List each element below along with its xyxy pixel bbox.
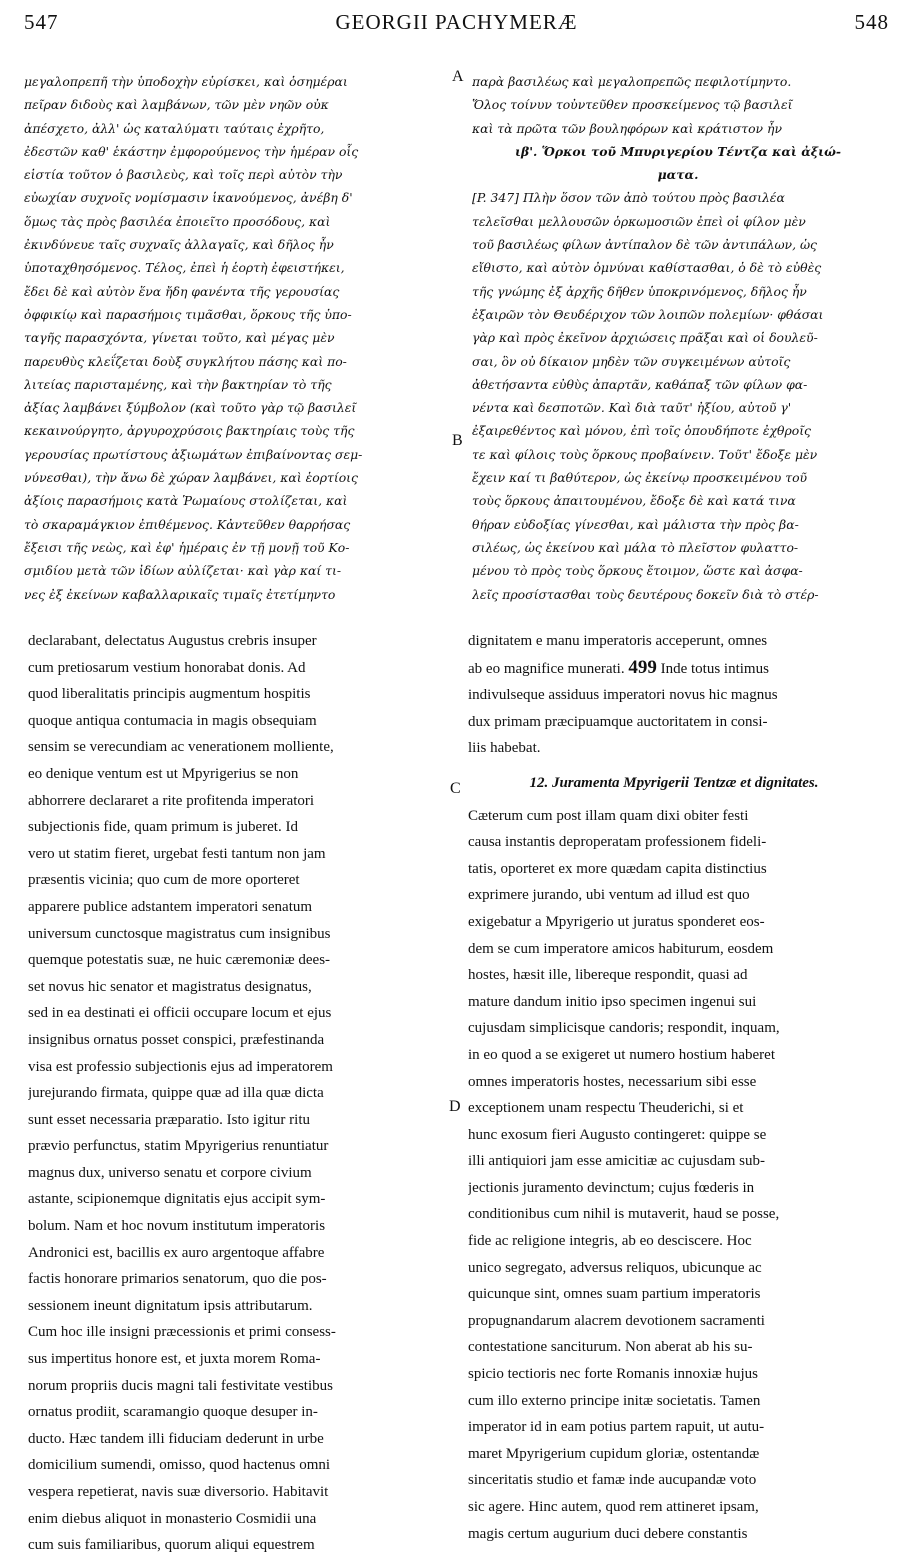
latin-line: jurejurando firmata, quippe quæ ad illa quæ dicta — [28, 1085, 324, 1102]
latin-line: exceptionem unam respectu Theuderichi, si et — [468, 1100, 744, 1117]
latin-line: quoque antiqua contumacia in magis obsequiam — [28, 712, 317, 729]
latin-line: factis honorare primarios senatorum, quo die pos- — [28, 1271, 327, 1288]
latin-line: insignibus ornatus posset conspici, præfestinanda — [28, 1031, 325, 1048]
greek-line: μένου τὸ πρὸς τοὺς ὅρκους ἕτοιμον, ὥστε καὶ ἀσφα- — [472, 563, 803, 579]
greek-line: πεῖραν διδοὺς καὶ λαμβάνων, τῶν μὲν νηῶν οὐκ — [24, 97, 329, 113]
greek-line: ἔδει δὲ καὶ αὐτὸν ἕνα ἤδη φανέντα τῆς γερουσίας — [24, 283, 340, 299]
latin-line: sunt esset necessaria præparatio. Isto igitur ritu — [28, 1111, 311, 1128]
margin-marker-c: C — [450, 780, 461, 797]
latin-line: set novus hic senator et magistratus designatus, — [28, 978, 312, 995]
latin-column-right — [468, 628, 880, 1547]
latin-line: sed in ea destinati ei officii occupare locum et ejus — [28, 1005, 332, 1022]
section-title: 12. Juramenta Mpyrigerii Tentzæ et dignitates. — [529, 774, 819, 791]
greek-line: ἐκινδύνευε ταῖς συχναῖς ἀλλαγαῖς, καὶ δῆλος ἦν — [24, 237, 334, 253]
greek-line: μεγαλοπρεπῆ τὴν ὑποδοχὴν εὑρίσκει, καὶ ὁσημέραι — [24, 74, 348, 89]
latin-line: sinceritatis studio et famæ inde aucupandæ voto — [468, 1472, 757, 1489]
latin-line: spicio tectioris nec forte Romanis innoxiæ hujus — [468, 1366, 758, 1383]
greek-line: ἀξίοις παρασήμοις κατὰ Ῥωμαίους στολίζεται, καὶ — [24, 493, 348, 509]
greek-line: ὑποταχθησόμενος. Τέλος, ἐπεὶ ἡ ἑορτὴ ἐφειστήκει, — [24, 260, 345, 276]
greek-column-left — [24, 70, 451, 606]
greek-line: εἴθιστο, καὶ αὐτὸν ὀμνύναι καθίστασθαι, ὁ δὲ τὸ εὐθὲς — [472, 260, 822, 276]
greek-line: τελεῖσθαι μελλουσῶν ὁρκωμοσιῶν ἐπεὶ οἱ φίλον μὲν — [472, 213, 806, 229]
latin-line: Andronici est, bacillis ex auro argentoque affabre — [28, 1244, 325, 1261]
latin-line: hostes, hæsit ille, libereque respondit, quasi ad — [468, 967, 748, 984]
latin-line: declarabant, delectatus Augustus crebris insuper — [28, 633, 317, 649]
latin-right-text: ab eo magnifice munerati. — [468, 660, 625, 677]
latin-line: bolum. Nam et hoc novum institutum imperatoris — [28, 1218, 326, 1235]
greek-line: γὰρ καὶ πρὸς ἐκεῖνον ἀρχιώσεις πρᾶξαι καὶ οἱ δουλεῦ- — [472, 330, 818, 346]
greek-line: νες ἐξ ἐκείνων καβαλλαρικαῖς τιμαῖς ἐτετίμηντο — [24, 586, 336, 602]
greek-column-right — [472, 70, 884, 606]
greek-line: παρευθὺς κλεΐζεται δοὺξ συγκλήτου πάσης καὶ πο- — [24, 353, 347, 369]
latin-line: ducto. Hæc tandem illi fiduciam dederunt in urbe — [28, 1430, 324, 1447]
latin-column-left — [28, 628, 448, 1559]
greek-line: ματα. — [657, 167, 699, 183]
latin-line: cum pretiosarum vestium honorabat donis. Ad — [28, 659, 306, 676]
latin-right-body — [468, 803, 880, 1548]
greek-line: λιτείας παρισταμένης, καὶ τὴν βακτηρίαν τὸ τῆς — [24, 376, 332, 392]
page-header — [24, 4, 889, 40]
latin-line: quemque potestatis suæ, ne huic cæremoniæ dees- — [28, 952, 331, 969]
latin-line: dem se cum imperatore amicos habiturum, eosdem — [468, 940, 774, 957]
greek-line: νέντα καὶ δεσποτῶν. Καὶ διὰ ταῦτ' ἠξίου, αὐτοῦ γ' — [472, 400, 792, 416]
greek-line: εὐωχίαν συχνοῖς νομίσμασιν ἱκανούμενος, ἀνέβη δ' — [24, 190, 353, 206]
latin-line: illi antiquiori jam esse amicitiæ ac cujusdam sub- — [468, 1153, 766, 1170]
greek-line: ἔχειν καί τι βαθύτερον, ὡς ἐκείνῳ προσκειμένου τοῦ — [472, 470, 808, 486]
greek-line: ὀφφικίῳ καὶ παρασήμοις τιμᾶσθαι, ὅρκους τῆς ὑπο- — [24, 306, 352, 322]
latin-line: Cæterum cum post illam quam dixi obiter festi — [468, 807, 749, 824]
left-page-number: 547 — [24, 9, 59, 34]
latin-line: enim diebus aliquot in monasterio Cosmidii una — [28, 1510, 317, 1527]
greek-line: ἀξίας λαμβάνει ξύμβολον (καὶ τοῦτο γὰρ τῷ βασιλεῖ — [24, 400, 357, 416]
latin-line: cujusdam simplicisque candoris; respondit, inquam, — [468, 1020, 780, 1037]
latin-line: quod liberalitatis principis augmentum hospitis — [28, 686, 311, 703]
latin-line: abhorrere declararet a rite profitenda imperatori — [28, 792, 315, 809]
margin-marker-d: D — [449, 1098, 461, 1115]
latin-line: eo denique ventum est ut Mpyrigerius se non — [28, 765, 299, 782]
greek-line: ἐδεστῶν καθ' ἑκάστην ἐμφορούμενος τὴν ἡμέραν οἷς — [24, 143, 359, 159]
greek-line: κεκαινούργητο, ἀργυροχρύσοις βακτηρίαις τοὺς τῆς — [24, 423, 355, 439]
latin-line: sus impertitus honore est, et juxta morem Roma- — [28, 1351, 321, 1368]
margin-marker-b: B — [452, 432, 463, 449]
latin-line: ornatus prodiit, scaramangio quoque desuper in- — [28, 1404, 318, 1421]
latin-line: sic agere. Hinc autem, quod rem attineret ipsam, — [468, 1499, 759, 1515]
latin-line: conditionibus cum nihil is mutaverit, haud se posse, — [468, 1206, 780, 1223]
greek-line: νύνεσθαι), τὴν ἄνω δὲ χώραν λαμβάνει, καὶ ἑορτίοις — [24, 470, 358, 486]
latin-line: maret Mpyrigerium cupidum gloriæ, ostentandæ — [468, 1445, 760, 1462]
latin-line: magis certum augurium duci debere constantis — [468, 1525, 748, 1542]
greek-line: [P. 347] Πλὴν ὅσον τῶν ἀπὸ τούτου πρὸς βασιλέα — [472, 190, 785, 206]
latin-line: subjectionis fide, quam primum is juberet. Id — [28, 819, 298, 836]
latin-line: jectionis juramento devinctum; cujus fœderis in — [468, 1179, 755, 1196]
latin-line: sensim se verecundiam ac venerationem molliente, — [28, 739, 334, 756]
running-title: GEORGII PACHYMERÆ — [335, 9, 578, 34]
latin-right-line: liis habebat. — [468, 740, 541, 757]
greek-line: ἀθετήσαντα εὐθὺς ἀπαρτᾶν, καθάπαξ τῶν φίλων φα- — [472, 376, 808, 392]
latin-line: norum propriis ducis magni tali festivitate vestibus — [28, 1377, 333, 1394]
greek-line: λεῖς προσίστασθαι τοὺς δευτέρους δοκεῖν διὰ τὸ στέρ- — [472, 586, 819, 602]
latin-right-line: dignitatem e manu imperatoris acceperunt, omnes — [468, 633, 768, 649]
greek-line: ιβ'. Ὅρκοι τοῦ Μπυριγερίου Τέντζα καὶ ἀξιώ- — [514, 143, 842, 159]
greek-line: τῆς γνώμης ἐξ ἀρχῆς δῆθεν ὑποκρινόμενος, δῆλος ἦν — [472, 283, 807, 299]
latin-line: Cum hoc ille insigni præcessionis et primi consess- — [28, 1324, 336, 1341]
latin-line: in eo quod a se exigeret ut numero hostium haberet — [468, 1046, 775, 1063]
latin-line: exigebatur a Mpyrigerio ut juratus sponderet eos- — [468, 913, 765, 930]
greek-line: γερουσίας πρωτίστους ἀξιωμάτων ἐπιβαίνοντας σεμ- — [24, 446, 363, 462]
greek-line: τοῦ βασιλέως φίλων ἀντίπαλον δὲ τῶν ἀντιπάλων, ὡς — [472, 237, 817, 253]
latin-line: apparere publice adstantem imperatori senatum — [28, 898, 313, 915]
latin-line: magnus dux, universo senatu et corpore civium — [28, 1164, 312, 1181]
greek-line: σαι, ὃν οὐ δίκαιον μηδὲν τῶν συγκειμένων αὐτοῖς — [472, 353, 791, 369]
right-page-number: 548 — [854, 9, 889, 34]
latin-line: domicilium sumendi, omisso, quod hactenus omni — [28, 1457, 331, 1474]
greek-line: καὶ τὰ πρῶτα τῶν βουληφόρων καὶ κράτιστον ἦν — [472, 120, 782, 136]
latin-line: exprimere jurando, ubi ventum ad illud est quo — [468, 887, 750, 904]
margin-marker-a: A — [452, 68, 464, 85]
latin-right-line: dux primam præcipuamque auctoritatem in consi- — [468, 713, 768, 730]
latin-line: cum suis familiaribus, quorum aliqui equestrem — [28, 1537, 315, 1554]
greek-line: τοὺς ὅρκους ἀπαιτουμένου, ἔδοξε δὲ καὶ κατά τινα — [472, 493, 796, 509]
latin-line: astante, scipionemque dignitatis ejus accipit sym- — [28, 1191, 326, 1208]
latin-line: vero ut statim fieret, urgebat festi tantum non jam — [28, 845, 326, 862]
greek-line: ὅμως τὰς πρὸς βασιλέα ἐποιεῖτο προσόδους, καὶ — [24, 213, 331, 229]
latin-line: imperator id in eam potius partem rapuit, ut autu- — [468, 1419, 765, 1436]
latin-line: universum cunctosque magistratus cum insignibus — [28, 925, 331, 942]
latin-right-line: indivulseque assiduus imperatori novus hic magnus — [468, 687, 778, 704]
greek-line: παρὰ βασιλέως καὶ μεγαλοπρεπῶς πεφιλοτίμηντο. — [472, 74, 792, 89]
latin-right-line-with-number — [468, 655, 880, 683]
latin-line: præsentis vicinia; quo cum de more oporteret — [28, 872, 300, 889]
greek-line: Ὅλος τοίνυν τοὐντεῦθεν προσκείμενος τῷ βασιλεῖ — [472, 97, 793, 113]
latin-line: mature dandum initio ipso specimen ingenui sui — [468, 993, 757, 1010]
greek-line: ἔξεισι τῆς νεὼς, καὶ ἐφ' ἡμέραις ἐν τῇ μονῇ τοῦ Κο- — [24, 539, 350, 555]
latin-line: vespera repetierat, navis suæ diversorio. Habitavit — [28, 1484, 329, 1500]
latin-line: omnes imperatoris hostes, necessarium sibi esse — [468, 1073, 757, 1090]
latin-line: unico segregato, adversus reliquos, ubicunque ac — [468, 1259, 762, 1276]
greek-line: ταγῆς παρασχόντα, γίνεται τοῦτο, καὶ μέγας μὲν — [24, 330, 335, 346]
latin-line: contestatione sanciturum. Non aberat ab his su- — [468, 1339, 753, 1356]
latin-line: prævio perfunctus, statim Mpyrigerius renuntiatur — [28, 1138, 329, 1155]
latin-line: cum illo externo principe initæ societatis. Tamen — [468, 1392, 761, 1409]
greek-line: εἱστία τοῦτον ὁ βασιλεὺς, καὶ τοῖς περὶ αὐτὸν τὴν — [24, 167, 343, 183]
latin-line: hunc exosum fieri Augusto contingeret: quippe se — [468, 1126, 767, 1143]
greek-line: ἐξαιρεθέντος καὶ μόνου, ἐπὶ τοῖς ὁπουδήποτε ἐχθροῖς — [472, 423, 811, 439]
greek-line: ἀπέσχετο, ἀλλ' ὡς καταλύματι ταύταις ἐχρῆτο, — [24, 120, 325, 136]
page-number-marker: 499 — [628, 656, 657, 678]
greek-line: τε καὶ φίλοις τοὺς ὅρκους προβαίνειν. Τοῦτ' ἔδοξε μὲν — [472, 446, 818, 462]
latin-line: propugnandarum alacrem devotionem sacramenti — [468, 1312, 765, 1329]
latin-line: causa instantis deproperatam professionem fideli- — [468, 834, 767, 851]
greek-line: σιλέως, ὡς ἐκείνου καὶ μάλα τὸ πλεῖστον φυλαττο- — [472, 539, 799, 555]
latin-line: tatis, oporteret ex more quædam capita distinctius — [468, 860, 767, 877]
greek-line: ἐξαιρῶν τὸν Θευδέριχον τῶν λοιπῶν πολεμίων· φθάσαι — [472, 306, 824, 322]
latin-line: quicunque sint, omnes suam partium imperatoris — [468, 1286, 761, 1303]
latin-line: visa est professio subjectionis ejus ad imperatorem — [28, 1058, 333, 1075]
latin-line: fide ac religione integris, ab eo desciscere. Hoc — [468, 1233, 752, 1250]
greek-line: σμιδίου μετὰ τῶν ἰδίων αὐλίζεται· καὶ γὰρ καί τι- — [24, 563, 342, 579]
latin-line: sessionem ineunt dignitatum ipsis attributarum. — [28, 1297, 313, 1314]
greek-line: θήραν εὐδοξίας γίνεσθαι, καὶ μάλιστα τὴν πρὸς βα- — [472, 516, 799, 532]
greek-line: τὸ σκαραμάγκιον ἐπιθέμενος. Κἀντεῦθεν θαρρήσας — [24, 516, 351, 532]
latin-right-text: Inde totus intimus — [660, 660, 769, 677]
